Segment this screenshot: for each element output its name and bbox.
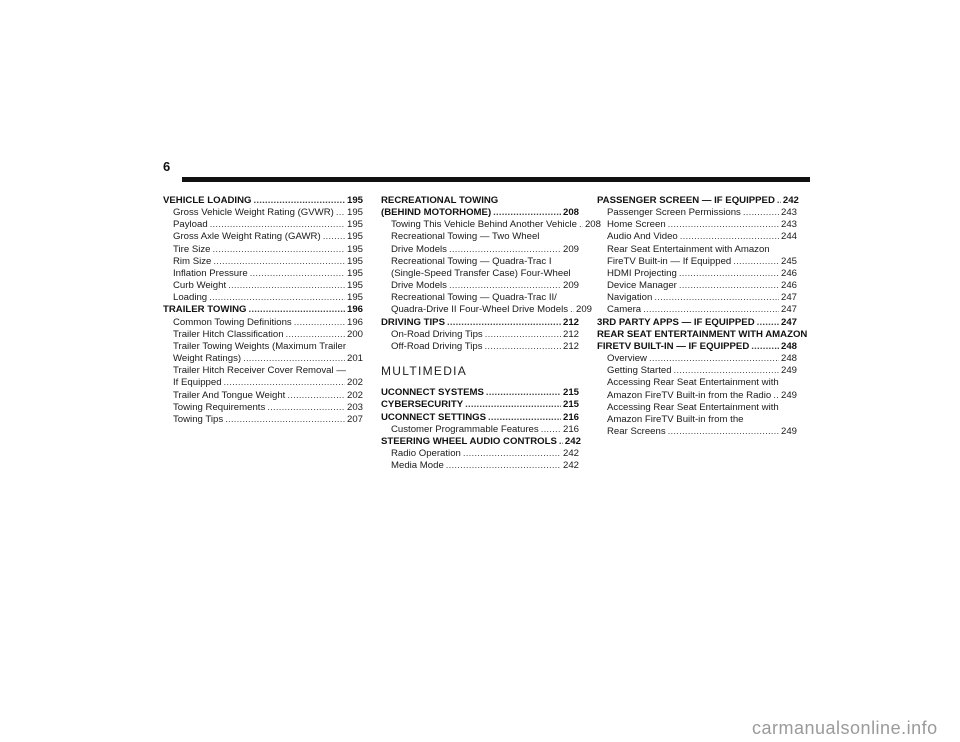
- footer-watermark-logo: carmanualsonline.info: [752, 718, 938, 738]
- toc-entry-page: 200: [346, 328, 363, 340]
- dot-leader: [649, 353, 779, 365]
- toc-entry-minor[interactable]: [597, 365, 797, 377]
- toc-entry-major[interactable]: [381, 399, 579, 411]
- toc-entry-minor[interactable]: [163, 207, 363, 219]
- toc-entry-page: 203: [346, 401, 363, 413]
- toc-entry-major[interactable]: [597, 328, 808, 341]
- toc-entry-minor[interactable]: [597, 268, 797, 280]
- toc-entry-title: Audio And Video: [607, 231, 678, 243]
- toc-entry-page: 195: [346, 267, 363, 279]
- toc-entry-minor[interactable]: [163, 280, 363, 292]
- toc-entry-page: 195: [346, 243, 363, 255]
- toc-entry-page: 202: [346, 389, 363, 401]
- toc-entry-page: 249: [780, 389, 797, 401]
- dot-leader: [751, 341, 779, 353]
- toc-entry-page: 196: [346, 316, 363, 328]
- dot-leader: [323, 231, 345, 243]
- toc-entry-page: 244: [780, 231, 797, 243]
- toc-entry-page: 195: [346, 219, 363, 231]
- toc-entry-major[interactable]: [381, 207, 579, 219]
- toc-entry-title: Tire Size: [173, 243, 211, 255]
- dot-leader: [286, 329, 345, 341]
- toc-entry-title: Towing This Vehicle Behind Another Vehicle: [391, 219, 577, 231]
- toc-entry-page: 246: [780, 280, 797, 292]
- toc-entry-title: FIRETV BUILT-IN — IF EQUIPPED: [597, 340, 750, 352]
- dot-leader: [287, 390, 345, 402]
- section-heading: MULTIMEDIA: [381, 364, 468, 379]
- toc-entry-minor[interactable]: [381, 219, 601, 231]
- toc-entry-title: Home Screen: [607, 219, 666, 231]
- toc-entry-minor[interactable]: [381, 424, 579, 436]
- toc-entry-minor[interactable]: [163, 414, 363, 426]
- toc-entry-major[interactable]: [381, 387, 579, 399]
- toc-entry-title: Navigation: [607, 292, 653, 304]
- dot-leader: [446, 460, 561, 472]
- toc-entry-title: Accessing Rear Seat Entertainment with: [607, 377, 779, 389]
- toc-entry-title: Off-Road Driving Tips: [391, 340, 483, 352]
- toc-entry-minor[interactable]: [381, 268, 579, 280]
- toc-entry-minor[interactable]: [381, 448, 579, 460]
- dot-leader: [243, 353, 345, 365]
- toc-entry-title: Trailer Hitch Classification: [173, 328, 284, 340]
- dot-leader: [493, 207, 561, 219]
- toc-entry-page: 247: [780, 292, 797, 304]
- dot-leader: [679, 280, 779, 292]
- dot-leader: [570, 304, 574, 316]
- toc-entry-page: 242: [564, 435, 581, 447]
- toc-entry-minor[interactable]: [163, 256, 363, 268]
- dot-leader: [485, 329, 561, 341]
- dot-leader: [680, 231, 779, 243]
- dot-leader: [213, 256, 345, 268]
- toc-entry-minor[interactable]: [381, 280, 579, 292]
- toc-entry-minor[interactable]: [163, 231, 363, 243]
- toc-entry-title: Device Manager: [607, 280, 677, 292]
- dot-leader: [210, 219, 345, 231]
- toc-entry-page: 207: [346, 413, 363, 425]
- dot-leader: [674, 365, 779, 377]
- toc-entry-title: Recreational Towing — Quadra-Trac II/: [391, 292, 557, 304]
- toc-entry-minor[interactable]: [597, 207, 797, 219]
- dot-leader: [449, 280, 561, 292]
- toc-entry-page: 245: [780, 255, 797, 267]
- toc-entry-page: 242: [562, 460, 579, 472]
- toc-entry-page: 247: [780, 316, 797, 328]
- toc-entry-major[interactable]: [163, 304, 363, 316]
- toc-entry-page: 209: [576, 304, 593, 316]
- toc-entry-page: 243: [780, 219, 797, 231]
- toc-entry-title: (Single-Speed Transfer Case) Four-Wheel: [391, 267, 571, 279]
- toc-entry-major[interactable]: [597, 195, 797, 207]
- toc-entry-page: 195: [346, 280, 363, 292]
- toc-entry-title: Gross Axle Weight Rating (GAWR): [173, 231, 321, 243]
- dot-leader: [643, 304, 779, 316]
- toc-entry-minor[interactable]: [597, 304, 797, 316]
- toc-entry-minor[interactable]: [381, 292, 579, 304]
- toc-entry-page: 248: [780, 353, 797, 365]
- toc-entry-minor[interactable]: [597, 377, 797, 389]
- dot-leader: [447, 317, 561, 329]
- dot-leader: [224, 377, 345, 389]
- toc-entry-page: 249: [780, 365, 797, 377]
- toc-entry-page: 247: [780, 304, 797, 316]
- toc-entry-major[interactable]: [163, 195, 363, 207]
- toc-entry-title: Media Mode: [391, 460, 444, 472]
- toc-entry-minor[interactable]: [381, 304, 593, 316]
- toc-entry-page: 215: [562, 399, 579, 411]
- toc-entry-minor[interactable]: [597, 390, 797, 402]
- toc-entry-title: (BEHIND MOTORHOME): [381, 207, 492, 219]
- toc-entry-title: Drive Models: [391, 280, 447, 292]
- toc-entry-title: Quadra-Drive II Four-Wheel Drive Models: [391, 304, 569, 316]
- toc-entry-page: 208: [562, 207, 579, 219]
- toc-entry-title: REAR SEAT ENTERTAINMENT WITH AMAZON: [597, 328, 808, 340]
- toc-entry-major[interactable]: [381, 317, 579, 329]
- toc-entry-minor[interactable]: [381, 460, 579, 472]
- toc-entry-minor[interactable]: [597, 231, 797, 243]
- toc-entry-title: FireTV Built-in — If Equipped: [607, 255, 732, 267]
- toc-entry-title: Customer Programmable Features: [391, 423, 539, 435]
- toc-entry-page: 195: [346, 195, 363, 206]
- toc-entry-title: HDMI Projecting: [607, 267, 677, 279]
- toc-entry-minor[interactable]: [597, 256, 797, 268]
- toc-entry-major[interactable]: [381, 195, 579, 207]
- toc-entry-page: 249: [780, 425, 797, 437]
- toc-entry-minor[interactable]: [597, 402, 797, 414]
- toc-entry-page: 216: [562, 411, 579, 423]
- toc-entry-minor[interactable]: [163, 317, 363, 329]
- toc-entry-title: Towing Tips: [173, 413, 224, 425]
- toc-entry-title: Recreational Towing — Quadra-Trac I: [391, 255, 552, 267]
- toc-entry-minor[interactable]: [597, 414, 797, 426]
- dot-leader: [668, 426, 779, 438]
- toc-entry-title: Trailer And Tongue Weight: [173, 389, 286, 401]
- toc-entry-title: Radio Operation: [391, 447, 461, 459]
- toc-entry-title: Loading: [173, 292, 208, 304]
- toc-entry-minor[interactable]: [597, 219, 797, 231]
- dot-leader: [743, 207, 779, 219]
- dot-leader: [253, 195, 345, 207]
- toc-entry-page: 212: [562, 340, 579, 352]
- toc-entry-title: 3RD PARTY APPS — IF EQUIPPED: [597, 316, 755, 328]
- toc-entry-page: 196: [346, 304, 363, 316]
- dot-leader: [294, 317, 345, 329]
- toc-entry-minor[interactable]: [381, 341, 579, 353]
- toc-entry-page: 195: [346, 292, 363, 304]
- dot-leader: [250, 268, 345, 280]
- dot-leader: [488, 412, 561, 424]
- toc-entry-title: Towing Requirements: [173, 401, 266, 413]
- toc-entry-title: RECREATIONAL TOWING: [381, 195, 499, 206]
- toc-entry-minor[interactable]: [597, 244, 797, 256]
- toc-entry-minor[interactable]: [597, 280, 797, 292]
- dot-leader: [465, 399, 561, 411]
- toc-entry-title: Rim Size: [173, 255, 212, 267]
- toc-entry-page: 242: [782, 195, 799, 206]
- toc-entry-minor[interactable]: [163, 365, 363, 377]
- toc-entry-title: Trailer Hitch Receiver Cover Removal —: [173, 365, 346, 377]
- toc-entry-page: 209: [562, 280, 579, 292]
- toc-entry-page: 215: [562, 387, 579, 399]
- toc-column-1: [163, 195, 363, 426]
- toc-entry-page: 248: [780, 340, 797, 352]
- toc-entry-title: UCONNECT SETTINGS: [381, 411, 487, 423]
- toc-entry-minor[interactable]: [163, 353, 363, 365]
- toc-entry-minor[interactable]: [381, 244, 579, 256]
- toc-entry-page: 201: [346, 353, 363, 365]
- toc-entry-title: Weight Ratings): [173, 353, 242, 365]
- toc-entry-title: Common Towing Definitions: [173, 316, 292, 328]
- dot-leader: [228, 280, 345, 292]
- toc-entry-title: CYBERSECURITY: [381, 399, 464, 411]
- dot-leader: [267, 402, 345, 414]
- dot-leader: [773, 390, 779, 402]
- toc-entry-title: VEHICLE LOADING: [163, 195, 252, 206]
- toc-entry-page: 212: [562, 328, 579, 340]
- toc-entry-major[interactable]: [597, 341, 797, 353]
- dot-leader: [449, 244, 561, 256]
- toc-entry-title: DRIVING TIPS: [381, 316, 445, 328]
- toc-entry-title: On-Road Driving Tips: [391, 328, 483, 340]
- toc-entry-title: Gross Vehicle Weight Rating (GVWR): [173, 207, 334, 219]
- toc-entry-title: STEERING WHEEL AUDIO CONTROLS: [381, 435, 557, 447]
- toc-entry-minor[interactable]: [163, 377, 363, 389]
- dot-leader: [485, 341, 561, 353]
- toc-entry-page: 209: [562, 243, 579, 255]
- toc-entry-title: Amazon FireTV Built-in from the: [607, 413, 744, 425]
- toc-entry-title: Inflation Pressure: [173, 267, 248, 279]
- toc-entry-page: 195: [346, 255, 363, 267]
- toc-entry-page: 243: [780, 207, 797, 219]
- toc-entry-minor[interactable]: [163, 292, 363, 304]
- toc-entry-minor[interactable]: [163, 219, 363, 231]
- toc-entry-page: 202: [346, 377, 363, 389]
- dot-leader: [541, 424, 561, 436]
- dot-leader: [209, 292, 345, 304]
- toc-entry-minor[interactable]: [381, 231, 579, 243]
- toc-column-2: [381, 195, 601, 472]
- toc-entry-title: Rear Screens: [607, 425, 666, 437]
- toc-entry-minor[interactable]: [163, 402, 363, 414]
- dot-leader: [679, 268, 779, 280]
- toc-entry-minor[interactable]: [163, 329, 363, 341]
- toc-entry-page: 195: [346, 231, 363, 243]
- toc-column-3: [597, 195, 808, 438]
- dot-leader: [225, 414, 345, 426]
- dot-leader: [668, 219, 779, 231]
- toc-entry-minor[interactable]: [597, 426, 797, 438]
- toc-entry-title: Curb Weight: [173, 280, 227, 292]
- toc-entry-minor[interactable]: [163, 390, 363, 402]
- page-number: 6: [163, 159, 171, 174]
- dot-leader: [249, 304, 345, 316]
- toc-entry-minor[interactable]: [597, 353, 797, 365]
- dot-leader: [733, 256, 779, 268]
- toc-entry-title: Drive Models: [391, 243, 447, 255]
- dot-leader: [486, 387, 561, 399]
- toc-entry-title: Trailer Towing Weights (Maximum Trailer: [173, 340, 347, 352]
- toc-entry-title: Getting Started: [607, 365, 672, 377]
- toc-entry-title: TRAILER TOWING: [163, 304, 247, 316]
- dot-leader: [654, 292, 779, 304]
- toc-entry-title: Recreational Towing — Two Wheel: [391, 231, 540, 243]
- dot-leader: [463, 448, 561, 460]
- dot-leader: [559, 436, 563, 448]
- toc-entry-title: Rear Seat Entertainment with Amazon: [607, 243, 770, 255]
- header-rule: [182, 177, 810, 182]
- toc-entry-page: 212: [562, 316, 579, 328]
- toc-entry-page: 208: [584, 219, 601, 231]
- toc-entry-title: Payload: [173, 219, 208, 231]
- toc-entry-major[interactable]: [381, 436, 579, 448]
- toc-entry-title: Accessing Rear Seat Entertainment with: [607, 401, 779, 413]
- toc-entry-minor[interactable]: [163, 244, 363, 256]
- dot-leader: [757, 317, 779, 329]
- dot-leader: [213, 244, 345, 256]
- toc-entry-minor[interactable]: [381, 256, 579, 268]
- toc-entry-minor[interactable]: [597, 292, 797, 304]
- toc-entry-title: PASSENGER SCREEN — IF EQUIPPED: [597, 195, 775, 206]
- toc-entry-minor[interactable]: [381, 329, 579, 341]
- toc-entry-page: 216: [562, 423, 579, 435]
- toc-entry-major[interactable]: [597, 317, 797, 329]
- toc-entry-minor[interactable]: [163, 268, 363, 280]
- toc-entry-page: 246: [780, 267, 797, 279]
- toc-entry-major[interactable]: [381, 412, 579, 424]
- dot-leader: [579, 219, 583, 231]
- toc-entry-title: Overview: [607, 353, 647, 365]
- toc-entry-title: UCONNECT SYSTEMS: [381, 387, 484, 399]
- toc-entry-title: Amazon FireTV Built-in from the Radio: [607, 389, 772, 401]
- dot-leader: [336, 207, 345, 219]
- toc-entry-page: 242: [562, 447, 579, 459]
- toc-entry-title: If Equipped: [173, 377, 222, 389]
- toc-entry-title: Passenger Screen Permissions: [607, 207, 741, 219]
- toc-entry-title: Camera: [607, 304, 642, 316]
- dot-leader: [777, 195, 781, 207]
- toc-entry-page: 195: [346, 207, 363, 219]
- toc-entry-minor[interactable]: [163, 341, 363, 353]
